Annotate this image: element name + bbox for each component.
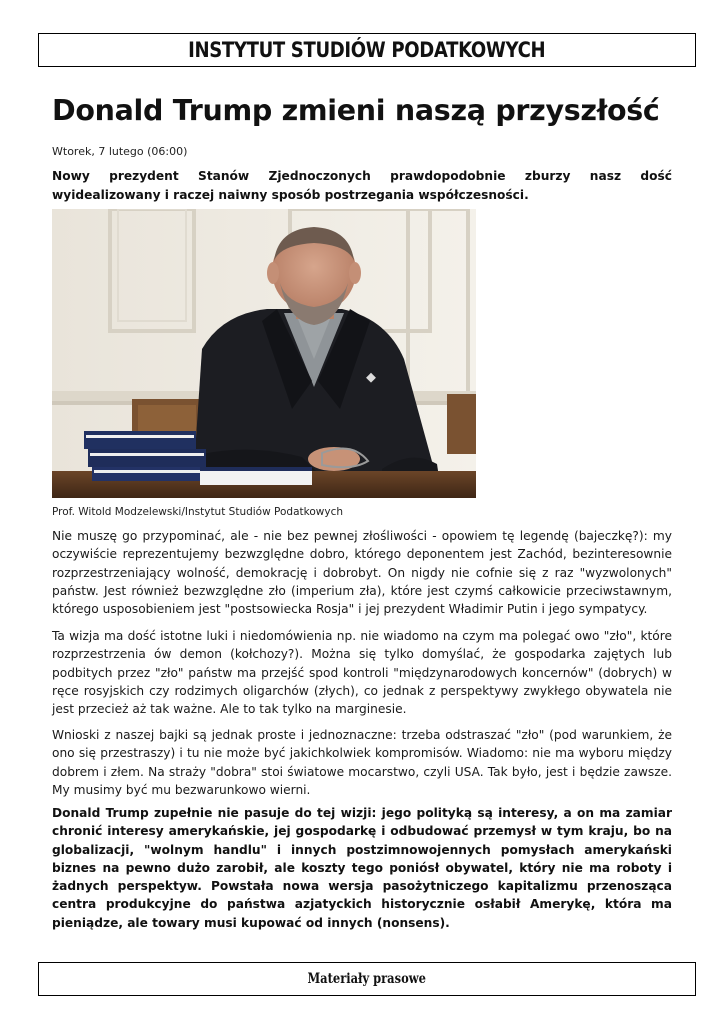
article-date: Wtorek, 7 lutego (06:00): [52, 145, 188, 158]
photo-caption: Prof. Witold Modzelewski/Instytut Studiów Podatkowych: [52, 506, 343, 518]
article-lead: Nowy prezydent Stanów Zjednoczonych prawdopodobnie zburzy nasz dość wyidealizowany i raczej naiwny sposób postrzegania współczesności.: [52, 169, 672, 202]
article-title: Donald Trump zmieni naszą przyszłość: [52, 94, 660, 127]
footer-label: Materiały prasowe: [307, 971, 427, 987]
article-photo: [52, 209, 476, 498]
article-paragraph-bold: Donald Trump zupełnie nie pasuje do tej wizji: jego polityką są interesy, a on ma zamiar chronić interesy amerykańskie, jej gospodarkę i odbudować przemysł w tym kraju, bo na globalizacji, "wolnym handlu" i innych postzimnowojennych pomysłach amerykański biznes na pewno dużo zarobił, ale koszty tego poniósł obywatel, który nie ma roboty i żadnych perspektyw. Powstała nowa wersja pasożytniczego kapitalizmu przenosząca centra produkcyjne do państwa azjatyckich historycznie osłabił Amerykę, która ma pieniądze, ale towary musi kupować od innych (nonsens).: [52, 806, 672, 930]
article-paragraph: Ta wizja ma dość istotne luki i niedomówienia np. nie wiadomo na czym ma polegać owo "zło", które rozprzestrzenia ów demon (kołchozy?). Można się tylko domyślać, że gospodarka zajętych lub podbitych przez "zło" państw ma przejść spod kontroli "międzynarodowych koncernów" (dobrych) w ręce rosyjskich czy rodzimych oligarchów (złych), co jednak z perspektywy zwykłego obywatela nie jest przecież aż tak ważne. Ale to tak tylko na marginesie.: [52, 629, 672, 717]
publication-header: [38, 33, 696, 67]
publication-footer: [38, 962, 696, 996]
article-paragraph: Nie muszę go przypominać, ale - nie bez pewnej złośliwości - opowiem tę legendę (bajeczkę?): my oczywiście reprezentujemy bezwzględne dobro, którego deponentem jest Zachód, bezinteresownie rozprzestrzeniający wolność, demokrację i dobrobyt. On nigdy nie cofnie się z raz "wyzwolonych" państw. Jest również bezwzględne zło (imperium zła), które jest czymś całkowicie przeciwstawnym, którego usposobieniem jest "postsowiecka Rosja" i jej prezydent Władimir Putin i jego sympatycy.: [52, 529, 672, 617]
publication-name: INSTYTUT STUDIÓW PODATKOWYCH: [188, 38, 546, 62]
article-paragraph: Wnioski z naszej bajki są jednak proste i jednoznaczne: trzeba odstraszać "zło" (pod warunkiem, że ono się przestraszy) i tu nie może być jakichkolwiek kompromisów. Wiadomo: nie ma wyboru między dobrem i złem. Na straży "dobra" stoi światowe mocarstwo, czyli USA. Tak było, jest i będzie zawsze. My musimy być mu bezwarunkowo wierni.: [52, 728, 672, 797]
